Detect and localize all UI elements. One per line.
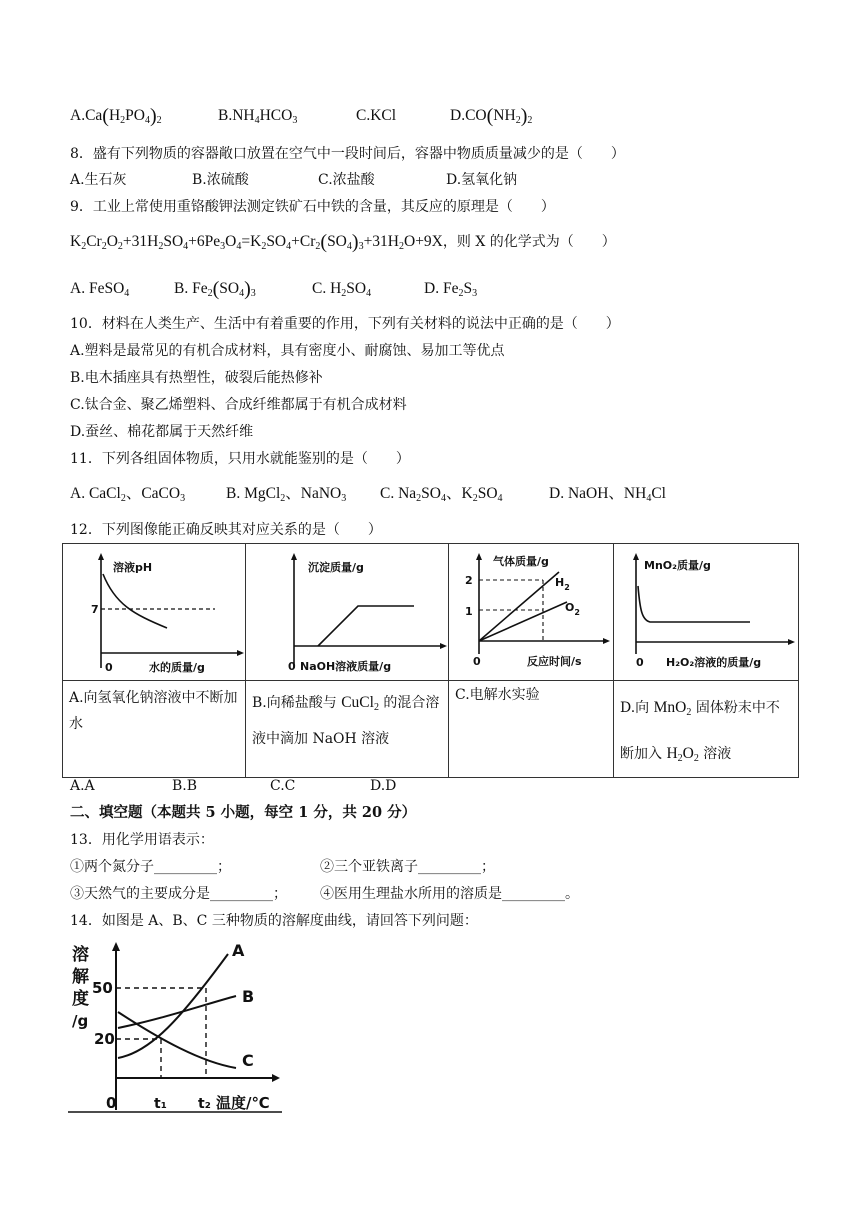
graph-c-o2-label: $O_2$	[565, 601, 580, 617]
section-2-title: 二、填空题（本题共 5 小题，每空 1 分，共 20 分）	[70, 804, 417, 821]
q12-graph-table	[62, 543, 799, 778]
caption-c: C.电解水实验	[449, 681, 614, 778]
q11-option-b: B. MgCl$_2$、NaNO$_3$	[226, 485, 347, 504]
q12-option-c: C.C	[270, 778, 296, 794]
graph-c-h2-label: $H_2$	[555, 576, 570, 592]
graph-d-mno2	[614, 544, 799, 680]
q12-stem: 12．下列图像能正确反映其对应关系的是（ ）	[70, 522, 382, 538]
q12-option-b: B.B	[172, 778, 198, 794]
graph-b-precipitate	[246, 544, 449, 680]
q8-option-c: C.浓盐酸	[318, 172, 375, 188]
q13-item-1: ①两个氮分子_________；	[70, 859, 231, 875]
caption-d: D.向 MnO$_2$ 固体粉末中不断加入 $H_2O_2$ 溶液	[614, 681, 799, 778]
q14-curve-c-label: C	[242, 1051, 254, 1070]
graph-a-tick-7: 7	[91, 603, 99, 616]
q13-item-2: ②三个亚铁离子_________；	[320, 859, 495, 875]
q14-stem: 14．如图是 A、B、C 三种物质的溶解度曲线，请回答下列问题：	[70, 913, 478, 929]
graph-d-cell	[614, 544, 799, 681]
q14-ylabel-4: /g	[72, 1012, 89, 1030]
q12-option-d: D.D	[370, 778, 397, 794]
q8-stem: 8．盛有下列物质的容器敞口放置在空气中一段时间后，容器中物质质量减少的是（ ）	[70, 146, 625, 162]
q14-ylabel-2: 解	[72, 967, 89, 987]
caption-a: A.向氢氧化钠溶液中不断加水	[63, 681, 246, 778]
q14-ylabel-1: 溶	[72, 945, 89, 965]
q14-curve-b-label: B	[242, 987, 255, 1006]
q9-option-a: A. FeSO$_4$	[70, 280, 130, 299]
q13-item-4: ④医用生理盐水所用的溶质是_________。	[320, 886, 579, 902]
q14-t1: t₁	[154, 1096, 167, 1112]
q14-solubility-curve	[66, 940, 286, 1120]
q13-stem: 13．用化学用语表示：	[70, 832, 214, 848]
graph-a-origin: 0	[105, 661, 113, 674]
q14-xlabel: 温度/℃	[216, 1094, 270, 1112]
graph-c-xlabel: 反应时间/s	[527, 655, 582, 668]
graph-c-ylabel: 气体质量/g	[493, 555, 549, 568]
caption-b: B.向稀盐酸与 CuCl$_2$ 的混合溶液中滴加 NaOH 溶液	[246, 681, 449, 778]
q12-option-a: A.A	[70, 778, 95, 794]
q9-option-d: D. $Fe_2S_3$	[424, 280, 478, 299]
q10-option-d: D.蚕丝、棉花都属于天然纤维	[70, 424, 254, 440]
graph-d-origin: 0	[636, 656, 644, 669]
graph-d-xlabel: H₂O₂溶液的质量/g	[666, 656, 762, 669]
graph-a-ylabel: 溶液pH	[113, 561, 153, 574]
graph-a-ph	[63, 544, 246, 680]
q9-option-c: C. $H_2SO_4$	[312, 280, 372, 299]
q7-option-a: $A.Ca(H_2PO_4)_2$	[70, 105, 162, 127]
q8-option-a: A.生石灰	[70, 172, 127, 188]
graph-b-ylabel: 沉淀质量/g	[308, 561, 364, 574]
q11-stem: 11．下列各组固体物质，只用水就能鉴别的是（ ）	[70, 451, 410, 467]
q9-equation: $K_2Cr_2O_2+31H_2SO_4+6Pe_3O_4=K_2SO_4+Cr_2(SO_4)_3+31H_2O+9X$，则 X 的化学式为（ ）	[70, 231, 616, 253]
graph-c-origin: 0	[473, 655, 481, 668]
graph-c-cell	[449, 544, 614, 681]
graph-a-cell	[63, 544, 246, 681]
q7-option-c: C.KCl	[356, 107, 397, 124]
q9-stem: 9．工业上常使用重铬酸钾法测定铁矿石中铁的含量，其反应的原理是（ ）	[70, 199, 555, 215]
graph-d-ylabel: MnO₂质量/g	[644, 559, 711, 572]
q14-ylabel-3: 度	[72, 989, 89, 1009]
q8-option-b: B.浓硫酸	[192, 172, 249, 188]
q14-curve-a-label: A	[232, 941, 245, 960]
graph-c-electrolysis	[449, 544, 614, 680]
q10-option-c: C.钛合金、聚乙烯塑料、合成纤维都属于有机合成材料	[70, 397, 407, 413]
graph-c-tick-1: 1	[465, 605, 473, 618]
graph-b-origin: 0	[288, 660, 296, 673]
graph-b-cell	[246, 544, 449, 681]
q14-origin: 0	[106, 1094, 117, 1112]
q14-t2: t₂	[198, 1096, 211, 1112]
q11-option-d: D. NaOH、$NH_4Cl$	[549, 485, 666, 504]
q11-option-c: C. $Na_2SO_4$、$K_2SO_4$	[380, 485, 503, 504]
graph-b-xlabel: NaOH溶液质量/g	[300, 660, 392, 673]
q14-value-20: 20	[94, 1030, 115, 1048]
q11-option-a: A. CaCl$_2$、CaCO$_3$	[70, 485, 186, 504]
q7-option-b: $B.NH_4HCO_3$	[218, 107, 298, 126]
graph-c-tick-2: 2	[465, 574, 473, 587]
q14-value-50: 50	[92, 979, 113, 997]
graph-a-xlabel: 水的质量/g	[149, 661, 205, 674]
q7-option-d: $D.CO(NH_2)_2$	[450, 105, 533, 127]
q9-option-b: B. $Fe_2(SO_4)_3$	[174, 278, 256, 300]
q10-option-a: A.塑料是最常见的有机合成材料，具有密度小、耐腐蚀、易加工等优点	[70, 343, 505, 359]
q10-stem: 10．材料在人类生产、生活中有着重要的作用，下列有关材料的说法中正确的是（ ）	[70, 316, 620, 332]
q10-option-b: B.电木插座具有热塑性，破裂后能热修补	[70, 370, 323, 386]
q8-option-d: D.氢氧化钠	[446, 172, 518, 188]
q13-item-3: ③天然气的主要成分是_________；	[70, 886, 287, 902]
